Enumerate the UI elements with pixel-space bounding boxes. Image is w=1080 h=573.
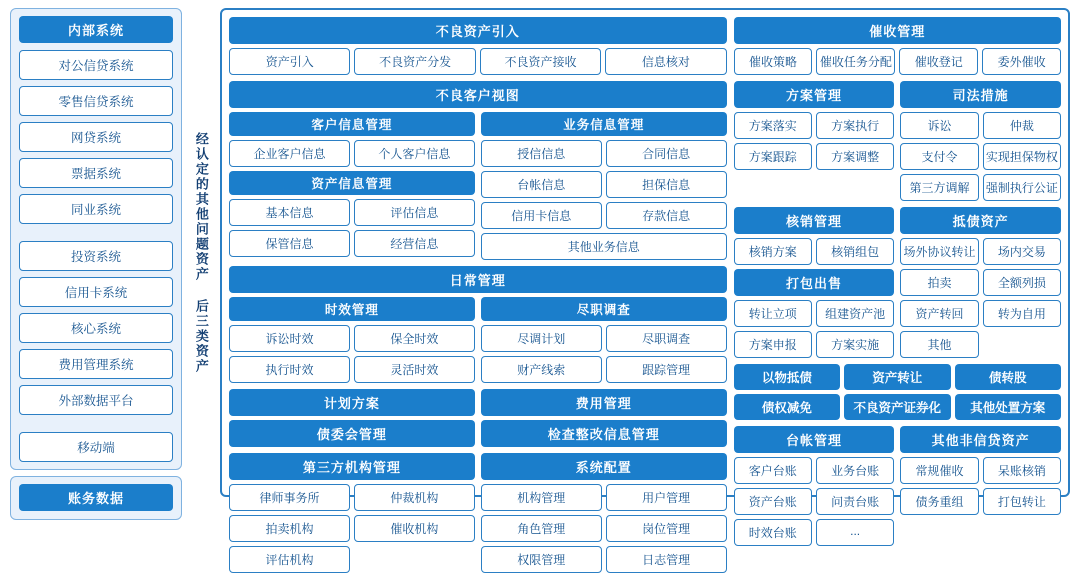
asset-info-items xyxy=(229,199,475,257)
judicial-payment-order[interactable]: 支付令 xyxy=(900,143,978,170)
section-collection xyxy=(734,17,1061,75)
main-right-column xyxy=(734,17,1061,540)
package-sale-title: 打包出售 xyxy=(734,269,895,296)
debt-assets-items xyxy=(900,238,1061,358)
scheme-items xyxy=(734,112,895,170)
intro-item-verify[interactable]: 信息核对 xyxy=(605,48,726,75)
package-sale-transfer-project[interactable]: 转让立项 xyxy=(734,300,812,327)
section-daily-title: 日常管理 xyxy=(229,266,727,293)
sidebar-item-corporate-credit[interactable]: 对公信贷系统 xyxy=(19,50,173,80)
ledger-timeliness[interactable]: 时效台账 xyxy=(734,519,812,546)
collection-items xyxy=(734,48,1061,75)
business-info-ledger[interactable]: 台帐信息 xyxy=(481,171,602,198)
scheme-execute[interactable]: 方案执行 xyxy=(816,112,894,139)
other-noncredit-regular-collection[interactable]: 常规催收 xyxy=(900,457,978,484)
other-noncredit-items xyxy=(900,457,1061,515)
subsection-third-party xyxy=(229,453,475,573)
sidebar-item-online-loan[interactable]: 网贷系统 xyxy=(19,122,173,152)
debt-assets-return[interactable]: 资产转回 xyxy=(900,300,978,327)
third-party-arbitration[interactable]: 仲裁机构 xyxy=(354,484,475,511)
asset-info-operation[interactable]: 经营信息 xyxy=(354,230,475,257)
third-party-collection[interactable]: 催收机构 xyxy=(354,515,475,542)
other-noncredit-debt-restructuring[interactable]: 债务重组 xyxy=(900,488,978,515)
subsection-judicial xyxy=(900,81,1061,201)
diligence-survey[interactable]: 尽职调查 xyxy=(606,325,727,352)
third-party-auction[interactable]: 拍卖机构 xyxy=(229,515,350,542)
subsection-fee xyxy=(481,389,727,447)
timeliness-preservation[interactable]: 保全时效 xyxy=(354,325,475,352)
vertical-caption xyxy=(190,8,212,497)
intro-item-distribute[interactable]: 不良资产分发 xyxy=(354,48,475,75)
sys-config-items xyxy=(481,484,727,573)
writeoff-package[interactable]: 核销组包 xyxy=(816,238,894,265)
business-info-credit-granting[interactable]: 授信信息 xyxy=(481,140,602,167)
debt-assets-self-use[interactable]: 转为自用 xyxy=(983,300,1061,327)
asset-info-title: 资产信息管理 xyxy=(229,171,475,195)
debt-assets-otc-transfer[interactable]: 场外协议转让 xyxy=(900,238,978,265)
debt-assets-full-loss[interactable]: 全额列损 xyxy=(983,269,1061,296)
diligence-title: 尽职调查 xyxy=(481,297,727,321)
judicial-items xyxy=(900,112,1061,201)
diligence-tracking[interactable]: 跟踪管理 xyxy=(606,356,727,383)
sidebar xyxy=(10,8,182,506)
package-sale-implementation[interactable]: 方案实施 xyxy=(816,331,894,358)
intro-item-receive[interactable]: 不良资产接收 xyxy=(480,48,601,75)
debt-assets-other[interactable]: 其他 xyxy=(900,331,978,358)
sidebar-item-retail-credit[interactable]: 零售信贷系统 xyxy=(19,86,173,116)
sidebar-item-external-data[interactable]: 外部数据平台 xyxy=(19,385,173,415)
judicial-litigation[interactable]: 诉讼 xyxy=(900,112,978,139)
section-intro-items xyxy=(229,48,727,75)
scheme-implement[interactable]: 方案落实 xyxy=(734,112,812,139)
collection-task-assign[interactable]: 催收任务分配 xyxy=(816,48,895,75)
banners-row-1 xyxy=(734,364,1061,420)
asset-info-custody[interactable]: 保管信息 xyxy=(229,230,350,257)
banner-other-disposal[interactable]: 其他处置方案 xyxy=(955,394,1061,420)
intro-item-asset-intro[interactable]: 资产引入 xyxy=(229,48,350,75)
sys-config-org[interactable]: 机构管理 xyxy=(481,484,602,511)
ledger-items xyxy=(734,457,895,546)
section-customer-view xyxy=(229,81,727,260)
subsection-sys-config xyxy=(481,453,727,573)
business-info-credit-card[interactable]: 信用卡信息 xyxy=(481,202,602,229)
sidebar-item-bills[interactable]: 票据系统 xyxy=(19,158,173,188)
judicial-security-right[interactable]: 实现担保物权 xyxy=(983,143,1061,170)
timeliness-items xyxy=(229,325,475,383)
third-party-law-firm[interactable]: 律师事务所 xyxy=(229,484,350,511)
subsection-business-info xyxy=(481,112,727,260)
collection-strategy[interactable]: 催收策略 xyxy=(734,48,813,75)
sidebar-top-title: 内部系统 xyxy=(19,16,173,43)
customer-info-title: 客户信息管理 xyxy=(229,112,475,136)
subsection-other-noncredit xyxy=(900,426,1061,546)
section-banners xyxy=(734,364,1061,420)
section-plan-fee xyxy=(229,389,727,447)
banner-debt-in-kind[interactable]: 以物抵债 xyxy=(734,364,840,390)
writeoff-title: 核销管理 xyxy=(734,207,895,234)
subsection-debt-assets xyxy=(900,207,1061,358)
debt-assets-exchange-trade[interactable]: 场内交易 xyxy=(983,238,1061,265)
diligence-plan[interactable]: 尽调计划 xyxy=(481,325,602,352)
sys-config-user[interactable]: 用户管理 xyxy=(606,484,727,511)
customer-info-enterprise[interactable]: 企业客户信息 xyxy=(229,140,350,167)
debt-assets-title: 抵债资产 xyxy=(900,207,1061,234)
sidebar-spacer xyxy=(19,230,173,235)
section-scheme-judicial xyxy=(734,81,1061,201)
section-collection-title: 催收管理 xyxy=(734,17,1061,44)
third-party-appraisal[interactable]: 评估机构 xyxy=(229,546,350,573)
ledger-title: 台帐管理 xyxy=(734,426,895,453)
debt-assets-auction[interactable]: 拍卖 xyxy=(900,269,978,296)
sys-config-permission[interactable]: 权限管理 xyxy=(481,546,602,573)
package-sale-declaration[interactable]: 方案申报 xyxy=(734,331,812,358)
collection-outsourcing[interactable]: 委外催收 xyxy=(982,48,1061,75)
diligence-property-clues[interactable]: 财产线索 xyxy=(481,356,602,383)
scheme-track[interactable]: 方案跟踪 xyxy=(734,143,812,170)
section-customer-view-title: 不良客户视图 xyxy=(229,81,727,108)
timeliness-title: 时效管理 xyxy=(229,297,475,321)
diligence-items xyxy=(481,325,727,383)
sidebar-item-credit-card[interactable]: 信用卡系统 xyxy=(19,277,173,307)
daily-body xyxy=(229,297,727,383)
customer-view-body xyxy=(229,112,727,260)
customer-info-items xyxy=(229,140,475,167)
section-intro-title: 不良资产引入 xyxy=(229,17,727,44)
timeliness-execution[interactable]: 执行时效 xyxy=(229,356,350,383)
sidebar-bottom-title: 账务数据 xyxy=(19,484,173,511)
main-panel xyxy=(220,8,1070,567)
subsection-scheme xyxy=(734,81,895,201)
other-noncredit-title: 其他非信贷资产 xyxy=(900,426,1061,453)
section-writeoff-debtassets xyxy=(734,207,1061,358)
subsection-ledger xyxy=(734,426,895,546)
vertical-caption-text: 经认定的其他问题资产 后三类资产 xyxy=(193,131,209,374)
package-sale-items xyxy=(734,300,895,358)
business-info-title: 业务信息管理 xyxy=(481,112,727,136)
section-thirdparty-sysconfig xyxy=(229,453,727,573)
sys-config-post[interactable]: 岗位管理 xyxy=(606,515,727,542)
banner-debt-to-equity[interactable]: 债转股 xyxy=(955,364,1061,390)
subsection-diligence xyxy=(481,297,727,383)
other-noncredit-bad-debt-writeoff[interactable]: 呆账核销 xyxy=(983,457,1061,484)
judicial-arbitration[interactable]: 仲裁 xyxy=(983,112,1061,139)
scheme-title: 方案管理 xyxy=(734,81,895,108)
business-info-contract[interactable]: 合同信息 xyxy=(606,140,727,167)
asset-info-valuation[interactable]: 评估信息 xyxy=(354,199,475,226)
sidebar-spacer-2 xyxy=(19,421,173,426)
ledger-asset[interactable]: 资产台账 xyxy=(734,488,812,515)
business-info-items xyxy=(481,140,727,229)
subsection-plan xyxy=(229,389,475,447)
collection-register[interactable]: 催收登记 xyxy=(899,48,978,75)
fee-sub-title: 检查整改信息管理 xyxy=(481,420,727,447)
banner-asset-transfer[interactable]: 资产转让 xyxy=(844,364,950,390)
section-intro xyxy=(229,17,727,75)
sidebar-item-expense[interactable]: 费用管理系统 xyxy=(19,349,173,379)
subsection-writeoff-package xyxy=(734,207,895,358)
sidebar-item-interbank[interactable]: 同业系统 xyxy=(19,194,173,224)
timeliness-flexible[interactable]: 灵活时效 xyxy=(354,356,475,383)
scheme-adjust[interactable]: 方案调整 xyxy=(816,143,894,170)
judicial-enforcement-notarization[interactable]: 强制执行公证 xyxy=(983,174,1061,201)
asset-info-basic[interactable]: 基本信息 xyxy=(229,199,350,226)
writeoff-items xyxy=(734,238,895,265)
banner-debt-reduction[interactable]: 债权减免 xyxy=(734,394,840,420)
writeoff-scheme[interactable]: 核销方案 xyxy=(734,238,812,265)
sidebar-item-investment[interactable]: 投资系统 xyxy=(19,241,173,271)
timeliness-litigation[interactable]: 诉讼时效 xyxy=(229,325,350,352)
customer-info-individual[interactable]: 个人客户信息 xyxy=(354,140,475,167)
sidebar-accounting-panel xyxy=(10,476,182,520)
ledger-business[interactable]: 业务台账 xyxy=(816,457,894,484)
business-info-deposit[interactable]: 存款信息 xyxy=(606,202,727,229)
judicial-third-party-mediation[interactable]: 第三方调解 xyxy=(900,174,978,201)
sys-config-title: 系统配置 xyxy=(481,453,727,480)
third-party-items xyxy=(229,484,475,573)
section-daily xyxy=(229,266,727,383)
plan-sub-title: 债委会管理 xyxy=(229,420,475,447)
ledger-customer[interactable]: 客户台账 xyxy=(734,457,812,484)
other-noncredit-package-transfer[interactable]: 打包转让 xyxy=(983,488,1061,515)
sys-config-log[interactable]: 日志管理 xyxy=(606,546,727,573)
business-info-other[interactable]: 其他业务信息 xyxy=(481,233,727,260)
business-info-guarantee[interactable]: 担保信息 xyxy=(606,171,727,198)
sidebar-internal-systems-panel xyxy=(10,8,182,470)
sys-config-role[interactable]: 角色管理 xyxy=(481,515,602,542)
subsection-customer-info xyxy=(229,112,475,260)
banner-npl-securitization[interactable]: 不良资产证券化 xyxy=(844,394,950,420)
sidebar-item-core[interactable]: 核心系统 xyxy=(19,313,173,343)
fee-title: 费用管理 xyxy=(481,389,727,416)
sidebar-item-mobile[interactable]: 移动端 xyxy=(19,432,173,462)
package-sale-asset-pool[interactable]: 组建资产池 xyxy=(816,300,894,327)
main-left-column xyxy=(229,17,727,567)
plan-title: 计划方案 xyxy=(229,389,475,416)
ledger-more[interactable]: ... xyxy=(816,519,894,546)
ledger-accountability[interactable]: 问责台账 xyxy=(816,488,894,515)
judicial-title: 司法措施 xyxy=(900,81,1061,108)
section-ledger-other xyxy=(734,426,1061,546)
third-party-title: 第三方机构管理 xyxy=(229,453,475,480)
subsection-timeliness xyxy=(229,297,475,383)
